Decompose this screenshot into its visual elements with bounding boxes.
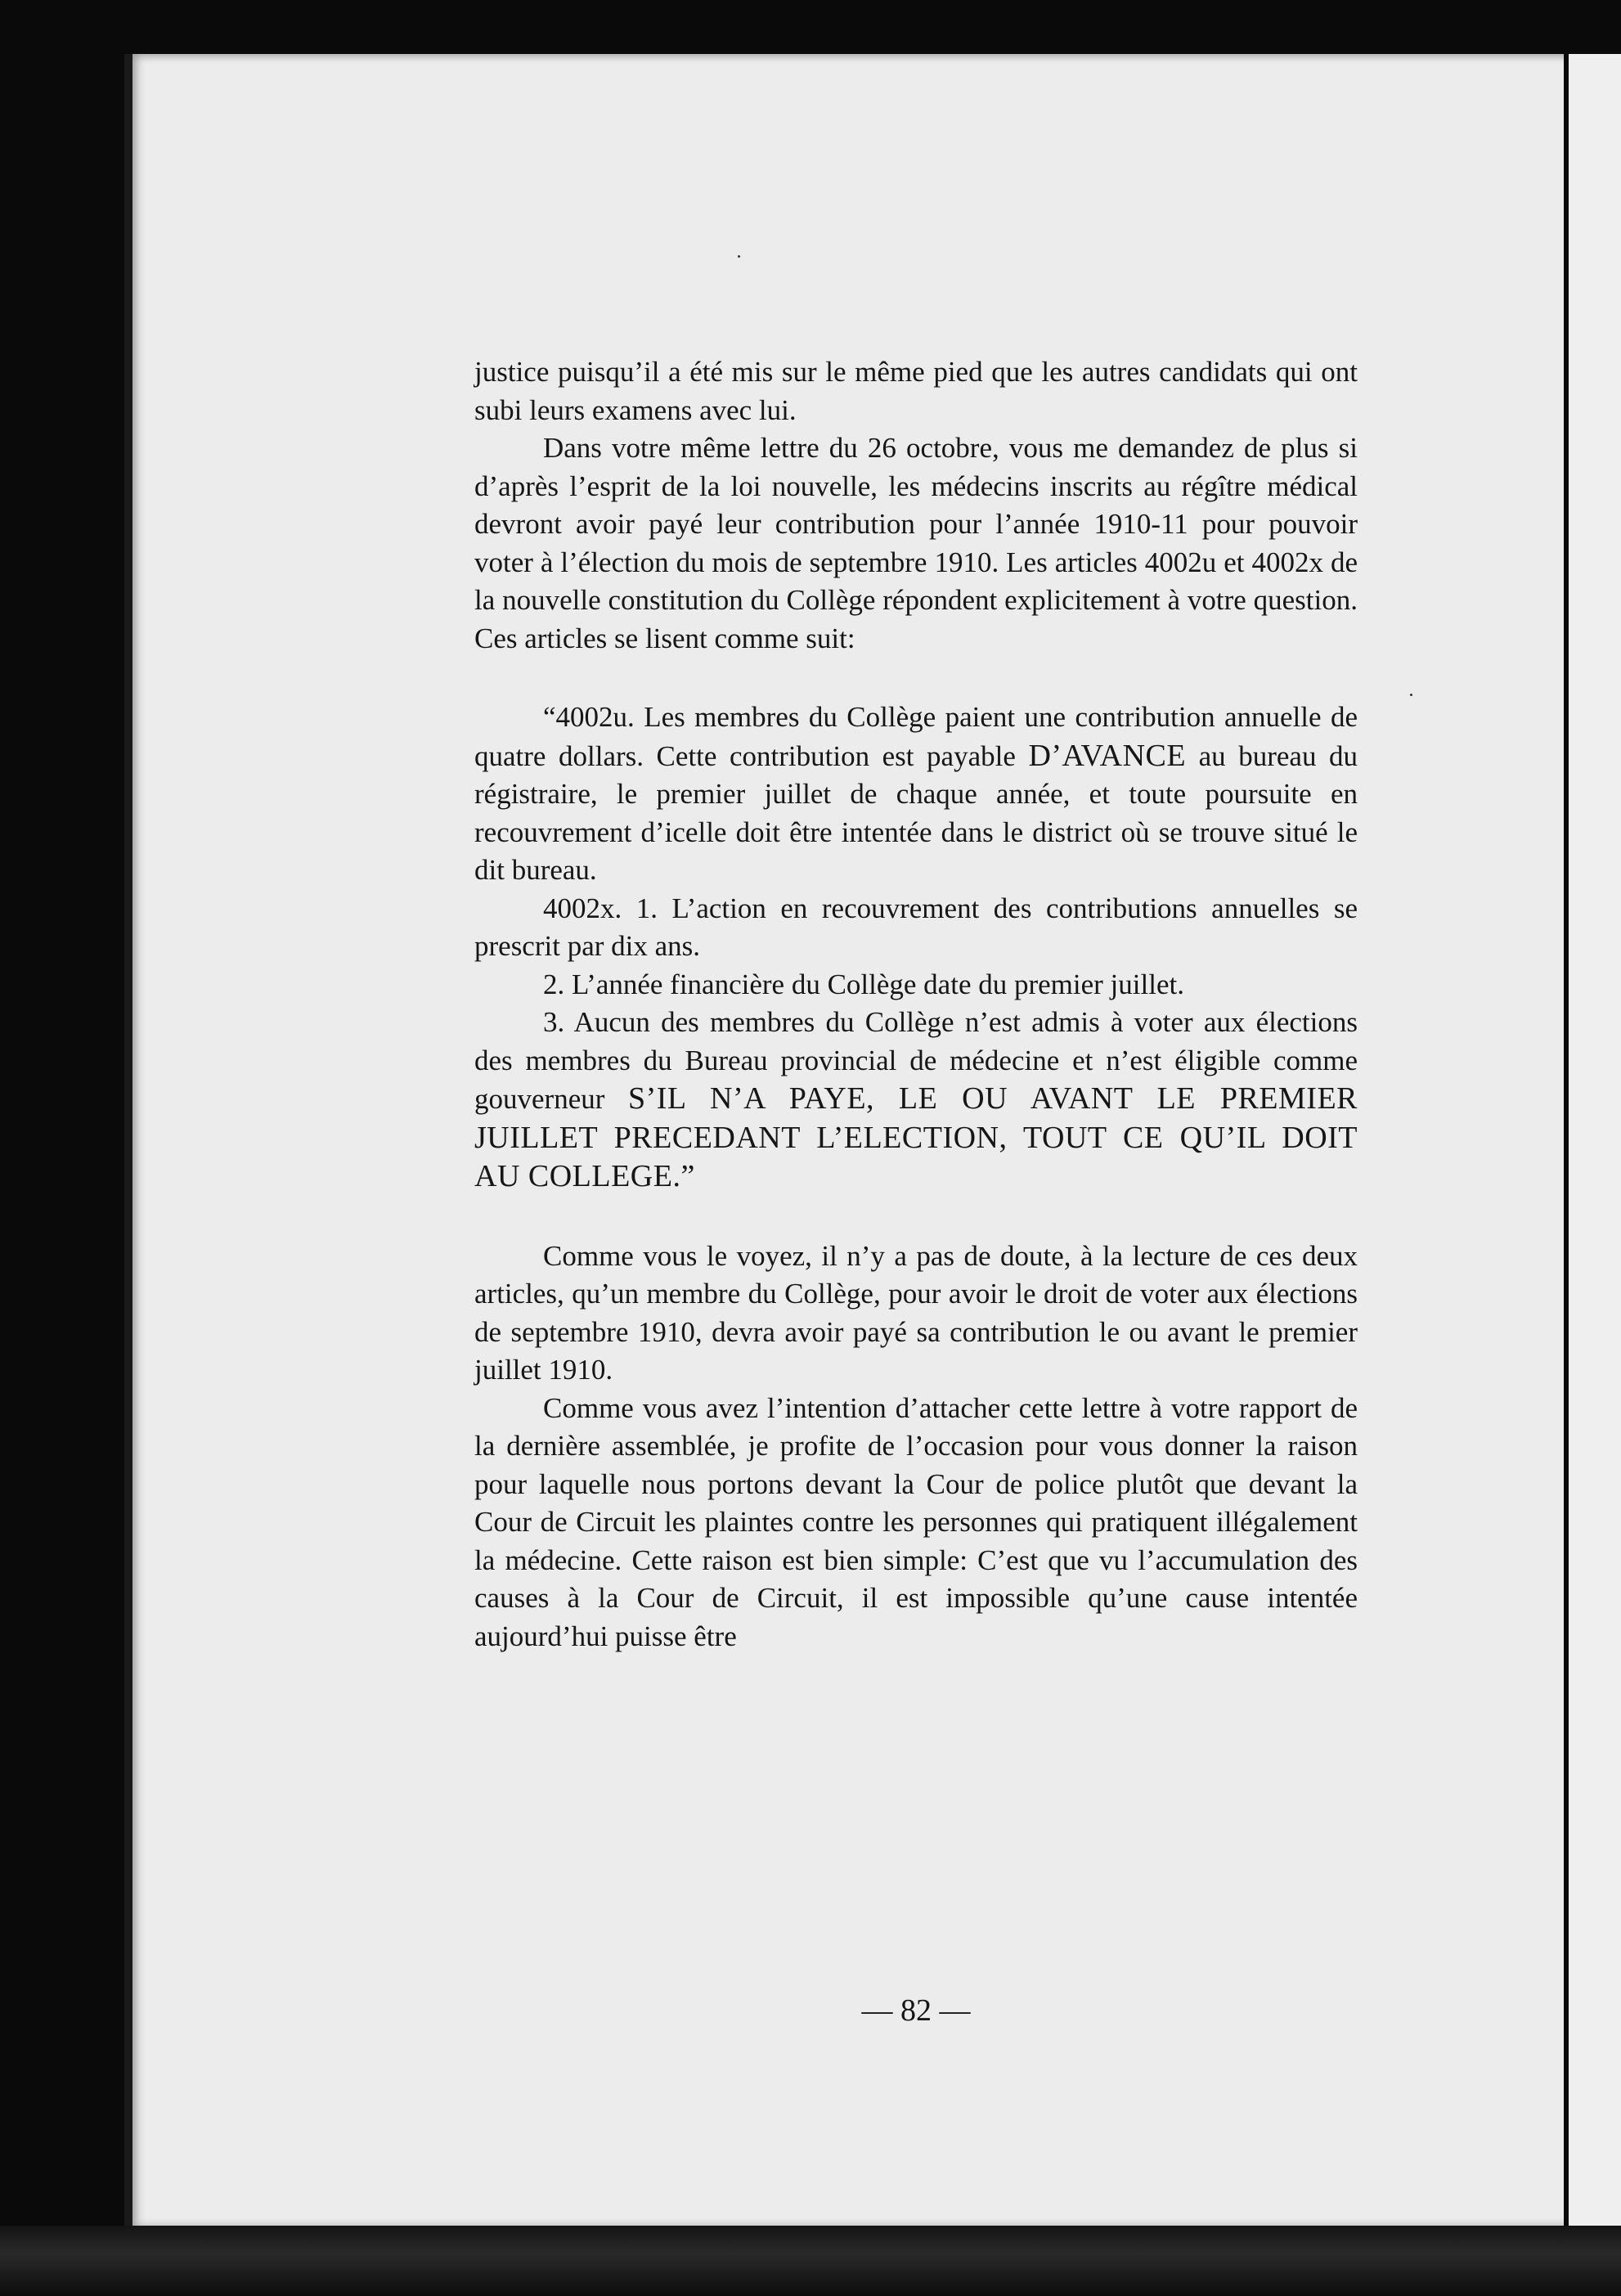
page-number: — 82 —: [861, 1993, 971, 2028]
dust-speck: [1410, 694, 1412, 696]
scan-bottom-border: [0, 2226, 1621, 2296]
body-text: [474, 353, 1358, 1656]
adjacent-page-edge: [1564, 54, 1621, 2226]
quote-text: 3. Aucun des membres du Collège n’est admis à voter aux élections des membres du Bureau provincial de médecine et n’est éligible comme gouverneur: [474, 1006, 1358, 1115]
paragraph-continued: justice puisqu’il a été mis sur le même pied que les autres candidats qui ont subi leurs examens avec lui.: [474, 356, 1358, 426]
quote-article-4002u: [474, 699, 1358, 890]
quote-article-4002x-1: 4002x. 1. L’action en recouvrement des contributions annuelles se prescrit par dix ans.: [474, 892, 1358, 962]
quote-article-4002x-3: [474, 1004, 1358, 1197]
quote-emphasis: D’AVANCE: [1028, 738, 1187, 773]
quote-emphasis: S’IL N’A PAYE, LE OU AVANT LE PREMIER JUILLET PRECEDANT L’ELECTION, TOUT CE QU’IL DOIT AU COLLEGE.”: [474, 1081, 1358, 1193]
paragraph-conclusion: Comme vous le voyez, il n’y a pas de doute, à la lecture de ces deux articles, qu’un membre du Collège, pour avoir le droit de voter aux élections de septembre 1910, devra avoir payé sa contribution le ou avant le premier juillet 1910.: [474, 1239, 1358, 1386]
quote-text: “4002u. Les membres du Collège paient une contribution annuelle de quatre dollars. Cette contribution est payable: [474, 701, 1358, 772]
dust-speck: [738, 255, 740, 258]
quote-article-4002x-2: 2. L’année financière du Collège date du premier juillet.: [543, 968, 1184, 1000]
quote-text: au bureau du régistraire, le premier juillet de chaque année, et toute poursuite en recouvrement d’icelle doit être intentée dans le district où se trouve situé le dit bureau.: [474, 739, 1358, 886]
paragraph-question: Dans votre même lettre du 26 octobre, vous me demandez de plus si d’après l’esprit de la loi nouvelle, les médecins inscrits au régître médical devront avoir payé leur contribution pour l’année 1910-11 pour pouvoir voter à l’élection du mois de septembre 1910. Les articles 4002u et 4002x de la nouvelle constitution du Collège répondent explicitement à votre question. Ces articles se lisent comme suit:: [474, 432, 1358, 654]
spacer: [474, 658, 1358, 699]
spacer: [474, 1197, 1358, 1238]
paragraph-police-court: Comme vous avez l’intention d’attacher cette lettre à votre rapport de la dernière assemblée, je profite de l’occasion pour vous donner la raison pour laquelle nous portons devant la Cour de police plutôt que devant la Cour de Circuit les plaintes contre les personnes qui pratiquent illégalement la médecine. Cette raison est bien simple: C’est que vu l’accumulation des causes à la Cour de Circuit, il est impossible qu’une cause intentée aujourd’hui puisse être: [474, 1391, 1358, 1652]
